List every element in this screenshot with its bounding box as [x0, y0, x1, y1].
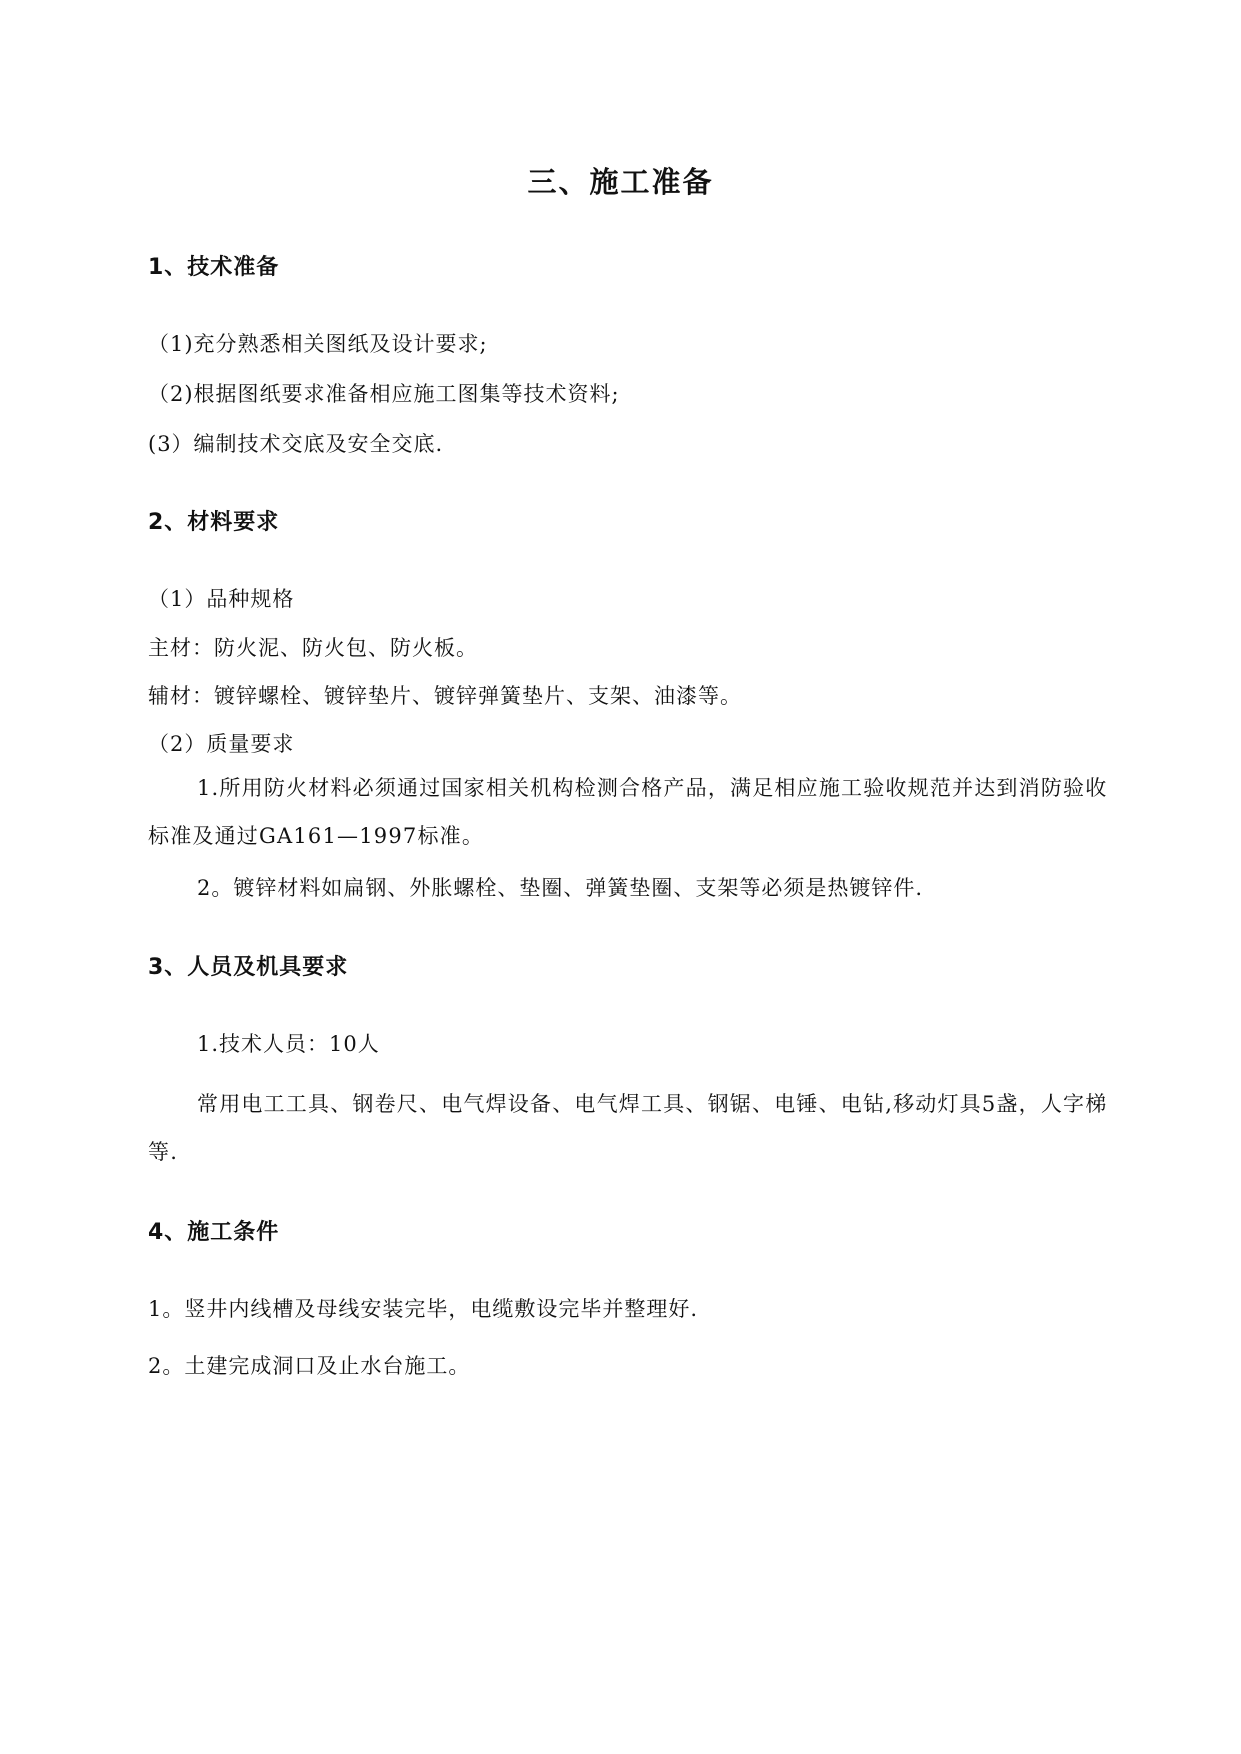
condition-item-2: 2。土建完成洞口及止水台施工。: [148, 1354, 471, 1378]
section-heading-staff-tools: 3、人员及机具要求: [148, 955, 349, 980]
quality-item-2: 2。镀锌材料如扁钢、外胀螺栓、垫圈、弹簧垫圈、支架等必须是热镀锌件.: [197, 876, 924, 900]
quality-subheading: （2）质量要求: [148, 732, 295, 756]
section-heading-construction-conditions: 4、施工条件: [148, 1220, 280, 1245]
section-heading-material-requirements: 2、材料要求: [148, 510, 280, 535]
page-title: 三、施工准备: [527, 165, 714, 199]
quality-item-1: 1.所用防火材料必须通过国家相关机构检测合格产品，满足相应施工验收规范并达到消防验收标准及通过GA161—1997标准。: [148, 776, 1108, 848]
technical-prep-item-3: (3）编制技术交底及安全交底.: [148, 432, 444, 456]
main-material-line: 主材：防火泥、防火包、防火板。: [148, 636, 478, 660]
staff-line: 1.技术人员：10人: [197, 1032, 380, 1056]
condition-item-1: 1。竖井内线槽及母线安装完毕，电缆敷设完毕并整理好.: [148, 1297, 699, 1321]
technical-prep-item-1: （1)充分熟悉相关图纸及设计要求;: [148, 332, 488, 356]
tools-paragraph: 常用电工工具、钢卷尺、电气焊设备、电气焊工具、钢锯、电锤、电钻,移动灯具5盏，人字梯等.: [148, 1092, 1108, 1164]
aux-material-line: 辅材：镀锌螺栓、镀锌垫片、镀锌弹簧垫片、支架、油漆等。: [148, 684, 742, 708]
section-heading-technical-prep: 1、技术准备: [148, 255, 280, 280]
material-spec-subheading: （1）品种规格: [148, 587, 295, 611]
technical-prep-item-2: （2)根据图纸要求准备相应施工图集等技术资料;: [148, 382, 620, 406]
